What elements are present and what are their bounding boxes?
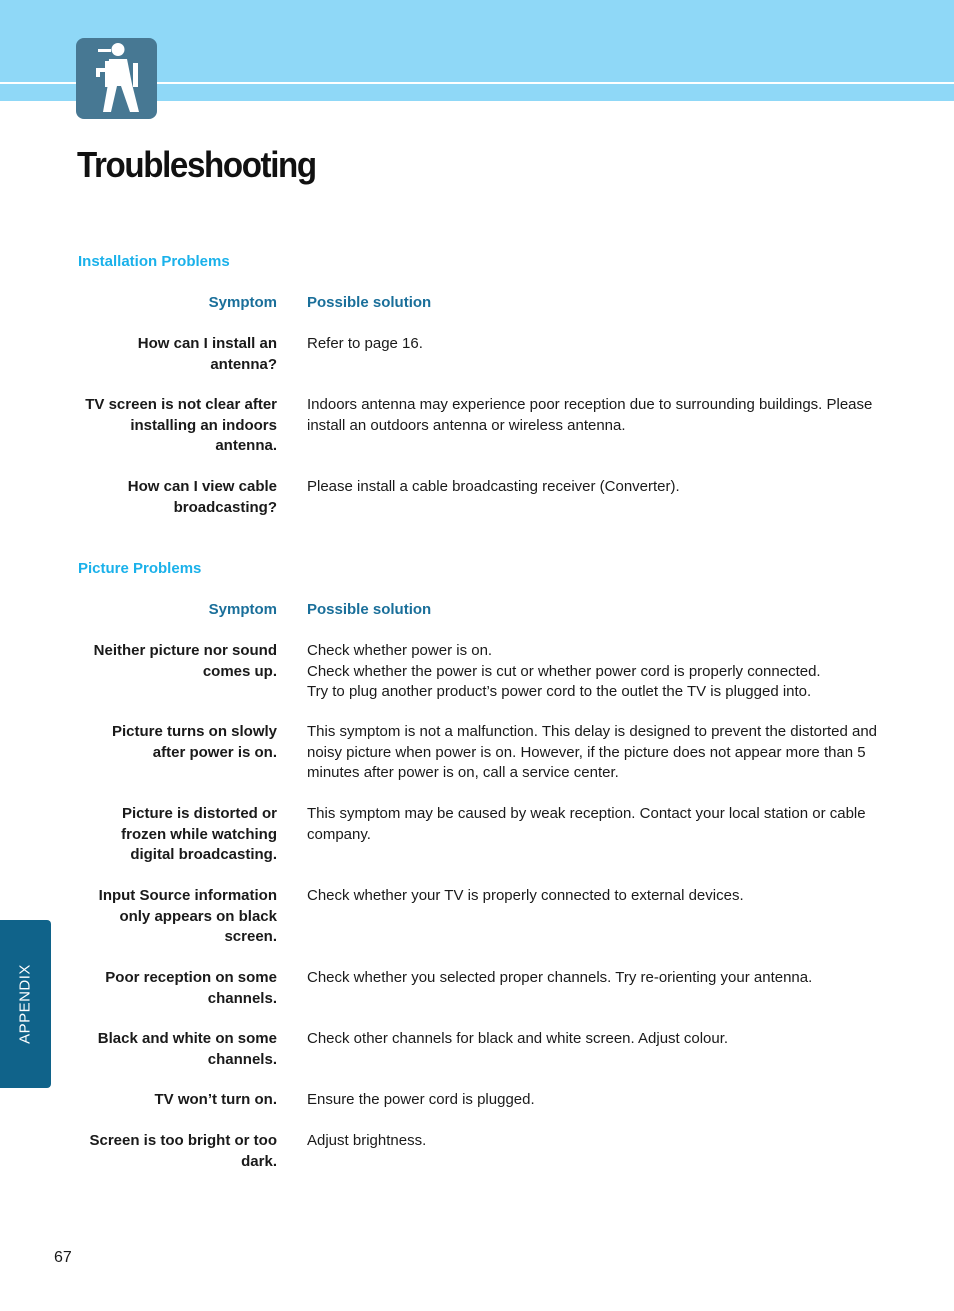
solution-text: Check whether power is on. Check whether the power is cut or whether power cord is properly connected. Try to plug another product’s power cord to the outlet the TV is plugged into. [307,642,821,700]
solution-text: This symptom is not a malfunction. This delay is designed to prevent the distorted and noisy picture when power is on. However, if the picture does not appear more than 5 minutes after power is on, call a service center. [307,723,878,781]
symptom-text: Input Source information only appears on black screen. [98,887,277,945]
solution-column-header: Possible solution [307,294,432,311]
appendix-side-tab [0,920,51,1088]
symptom-text: Black and white on some channels. [97,1030,277,1068]
installation-problems-heading: Installation Problems [78,253,230,270]
symptom-text: Picture turns on slowly after power is on. [111,723,277,761]
page-title: Troubleshooting [77,144,316,185]
symptom-column-header: Symptom [208,601,277,618]
solution-column-header: Possible solution [307,601,432,618]
solution-text: Indoors antenna may experience poor reception due to surrounding buildings. Please install an outdoors antenna or wireless antenna. [307,396,873,434]
symptom-text: How can I view cable broadcasting? [127,478,277,516]
symptom-text: How can I install an antenna? [137,335,277,373]
solution-text: Refer to page 16. [307,335,423,352]
solution-text: Adjust brightness. [307,1132,427,1149]
solution-text: Ensure the power cord is plugged. [307,1091,535,1108]
symptom-text: Neither picture nor sound comes up. [93,642,277,680]
solution-text: This symptom may be caused by weak reception. Contact your local station or cable company. [307,805,866,843]
symptom-text: TV won’t turn on. [154,1091,277,1108]
solution-text: Check other channels for black and white screen. Adjust colour. [307,1030,729,1047]
solution-text: Check whether your TV is properly connected to external devices. [307,887,744,904]
page-number: 67 [54,1249,72,1266]
symptom-text: TV screen is not clear after installing an indoors antenna. [85,396,277,454]
symptom-column-header: Symptom [208,294,277,311]
symptom-text: Picture is distorted or frozen while watching digital broadcasting. [121,805,277,863]
symptom-text: Poor reception on some channels. [105,969,277,1007]
symptom-text: Screen is too bright or too dark. [89,1132,277,1170]
technician-icon [76,38,157,119]
solution-text: Please install a cable broadcasting receiver (Converter). [307,478,680,495]
side-tab-label: APPENDIX [16,964,34,1044]
solution-text: Check whether you selected proper channels. Try re-orienting your antenna. [307,969,813,986]
picture-problems-heading: Picture Problems [78,560,202,577]
